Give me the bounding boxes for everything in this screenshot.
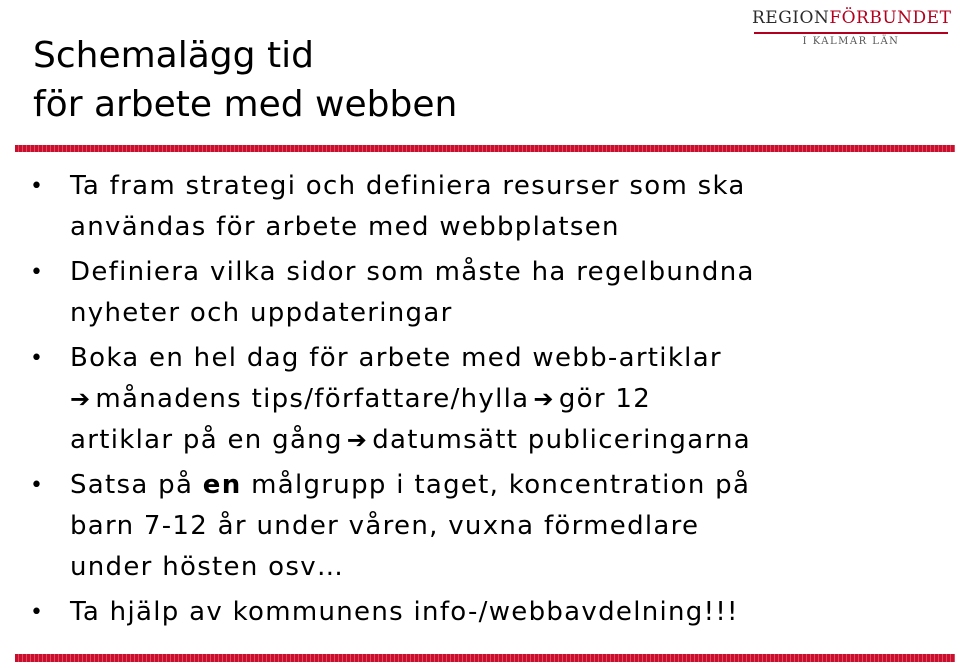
bullet-text-line — [70, 420, 950, 461]
logo-subtitle: I KALMAR LÄN — [802, 36, 900, 47]
bullet-dot-icon: • — [30, 174, 45, 199]
footer-divider — [15, 654, 955, 662]
bullet-text: målgrupp i taget, koncentration på — [251, 470, 751, 500]
bullet-dot-icon: • — [30, 260, 45, 285]
bullet-text: datumsätt publiceringarna — [372, 425, 751, 455]
right-arrow-icon: ➔ — [70, 385, 92, 413]
bullet-item — [30, 338, 950, 461]
bullet-item — [30, 166, 950, 248]
regionforbundet-logo — [752, 8, 950, 56]
bullet-text-line — [70, 465, 950, 506]
bullet-text-line — [70, 379, 950, 420]
bullet-text: Satsa på — [70, 470, 194, 500]
bullet-text: gör 12 — [558, 384, 652, 414]
bullet-text: månadens tips/författare/hylla — [95, 384, 530, 414]
bullet-list — [30, 166, 950, 637]
bullet-item — [30, 592, 950, 633]
logo-wordmark — [752, 8, 950, 28]
title-divider — [15, 145, 955, 152]
logo-forbundet-text: FÖRBUNDET — [829, 8, 952, 28]
bullet-text: under hösten osv… — [70, 552, 345, 582]
bullet-emphasis: en — [202, 470, 242, 500]
bullet-text: Definiera vilka sidor som måste ha regelbundna — [70, 257, 755, 287]
bullet-text: Boka en hel dag för arbete med webb-artiklar — [70, 343, 722, 373]
slide-title — [33, 31, 457, 129]
logo-region-text: REGION — [752, 8, 830, 28]
bullet-dot-icon: • — [30, 473, 45, 498]
bullet-text: artiklar på en gång — [70, 425, 343, 455]
right-arrow-icon: ➔ — [533, 385, 555, 413]
bullet-text: nyheter och uppdateringar — [70, 298, 453, 328]
bullet-text: Ta fram strategi och definiera resurser som ska — [70, 171, 746, 201]
bullet-item — [30, 465, 950, 588]
bullet-item — [30, 252, 950, 334]
bullet-text: användas för arbete med webbplatsen — [70, 212, 620, 242]
slide-title-line-2: för arbete med webben — [33, 84, 458, 125]
bullet-dot-icon: • — [30, 346, 45, 371]
bullet-dot-icon: • — [30, 600, 45, 625]
slide-title-line-1: Schemalägg tid — [33, 35, 314, 76]
logo-divider — [754, 32, 948, 34]
bullet-text: Ta hjälp av kommunens info-/webbavdelning!!! — [70, 597, 739, 627]
bullet-text: barn 7-12 år under våren, vuxna förmedlare — [70, 511, 700, 541]
right-arrow-icon: ➔ — [346, 426, 369, 454]
